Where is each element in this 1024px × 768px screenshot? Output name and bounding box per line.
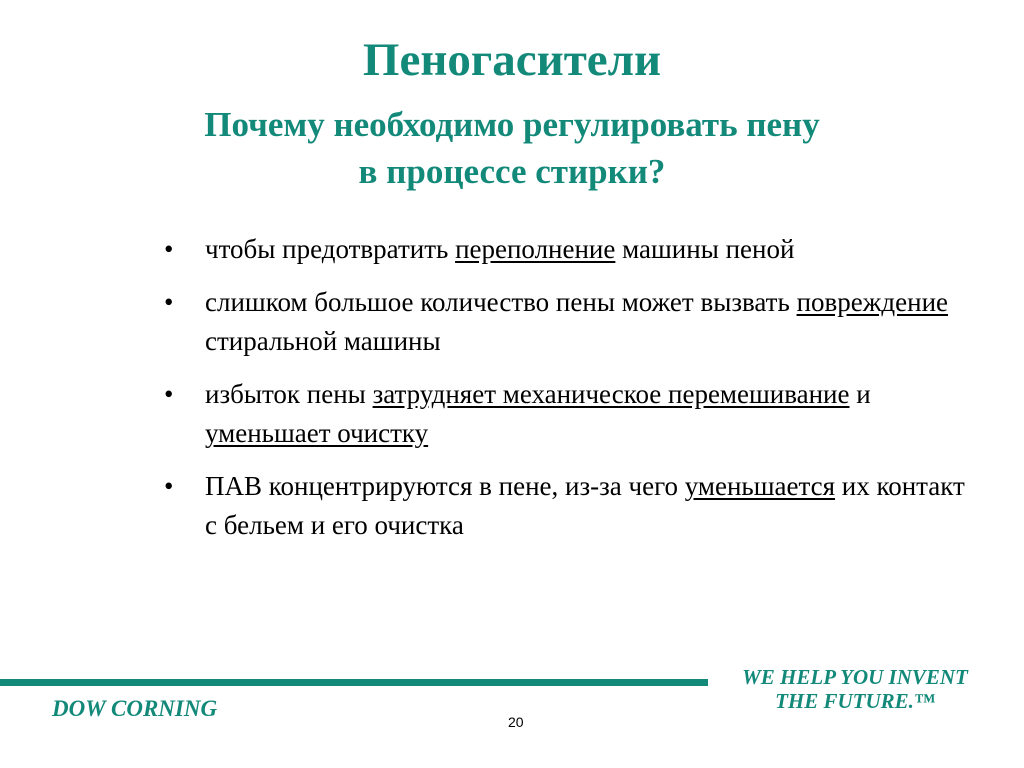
bullet-marker: •	[164, 287, 174, 317]
bullet-text: избыток пены	[205, 379, 373, 409]
bullet-text-underlined: переполнение	[455, 234, 616, 264]
tagline-line-2: THE FUTURE.™	[775, 689, 935, 713]
bullet-text: машины пеной	[615, 234, 795, 264]
bullet-item	[158, 283, 978, 361]
page-number: 20	[508, 714, 524, 730]
bullet-text-underlined: затрудняет механическое перемешивание	[372, 379, 850, 409]
subtitle-line-2: в процессе стирки?	[358, 152, 666, 191]
bullet-marker: •	[164, 471, 174, 501]
bullet-marker: •	[164, 379, 174, 409]
brand-name: DOW CORNING	[52, 696, 218, 721]
bullet-list	[158, 230, 978, 559]
bullet-text: стиральной машины	[205, 326, 441, 356]
subtitle-line-1: Почему необходимо регулировать пену	[204, 105, 820, 144]
bullet-text: их контакт с бельем и его очистка	[205, 471, 965, 540]
footer-tagline	[720, 665, 990, 713]
bullet-text-underlined: уменьшается	[684, 471, 836, 501]
footer-divider	[0, 679, 708, 686]
bullet-text: ПАВ концентрируются в пене, из-за чего	[205, 471, 685, 501]
bullet-item	[158, 467, 978, 545]
bullet-text: слишком большое количество пены может вызвать	[205, 287, 797, 317]
bullet-text-underlined: повреждение	[796, 287, 949, 317]
bullet-item	[158, 375, 978, 453]
bullet-item	[158, 230, 978, 269]
slide-subtitle	[0, 101, 1024, 195]
bullet-marker: •	[164, 234, 174, 264]
bullet-text: чтобы предотвратить	[205, 234, 456, 264]
bullet-text: и	[849, 379, 871, 409]
slide-title: Пеногасители	[362, 34, 662, 86]
tagline-line-1: WE HELP YOU INVENT	[742, 665, 968, 689]
bullet-text-underlined: уменьшает очистку	[205, 418, 429, 448]
